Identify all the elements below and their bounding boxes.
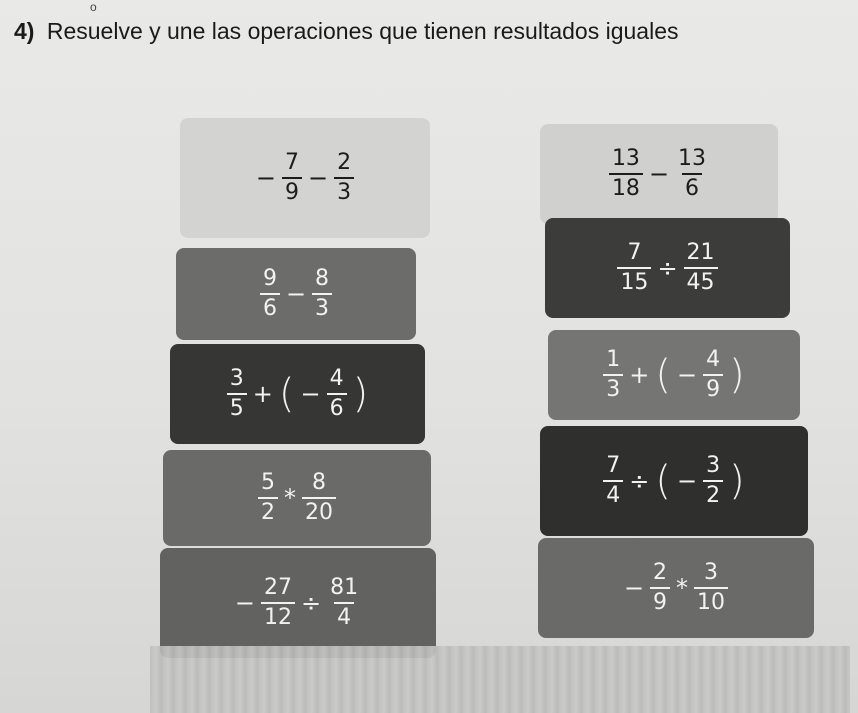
leading-sign: − [234, 589, 255, 617]
expression [624, 562, 728, 614]
exercise-heading [14, 18, 844, 45]
leading-sign: − [255, 164, 276, 192]
fraction-a: $\frac{2}{9}$ [650, 562, 670, 614]
operator: ÷ [629, 467, 650, 495]
exercise-number: 4) [14, 18, 35, 44]
operator: ÷ [657, 254, 678, 282]
left-card-3[interactable] [170, 344, 425, 444]
fraction-b: $\frac{4}{9}$ [703, 349, 723, 401]
operator: * [284, 484, 296, 512]
fraction-a: $\frac{13}{18}$ [609, 148, 643, 200]
left-card-5[interactable] [160, 548, 436, 658]
fraction-a: $\frac{5}{2}$ [258, 472, 278, 524]
left-card-2[interactable] [176, 248, 416, 340]
operator: * [676, 574, 689, 602]
fraction-b: $\frac{81}{4}$ [330, 575, 359, 630]
leading-sign: − [623, 574, 645, 602]
fraction-b: $\frac{8}{20}$ [302, 472, 336, 524]
operator: ÷ [301, 589, 322, 617]
expression [609, 148, 709, 200]
expression [256, 152, 354, 204]
operator: + [629, 361, 650, 389]
fraction-b: $\frac{3}{2}$ [703, 455, 723, 507]
fraction-a: $\frac{27}{12}$ [261, 577, 295, 629]
right-card-1[interactable] [540, 124, 778, 224]
close-paren: ) [729, 352, 745, 398]
fraction-b: $\frac{8}{3}$ [312, 268, 332, 320]
fraction-a: $\frac{7}{15}$ [617, 242, 651, 294]
close-paren: ) [352, 371, 369, 417]
fraction-a: $\frac{7}{4}$ [603, 455, 623, 507]
expression [258, 472, 336, 524]
open-paren: ( [278, 371, 295, 417]
expression [235, 577, 361, 629]
operator: − [285, 280, 307, 308]
fraction-b: $\frac{13}{6}$ [678, 146, 707, 201]
left-card-4[interactable] [163, 450, 431, 546]
operator: − [308, 164, 329, 192]
open-paren: ( [655, 352, 671, 398]
expression [603, 455, 744, 507]
open-paren: ( [655, 458, 671, 504]
right-card-2[interactable] [545, 218, 790, 318]
bottom-paper-strip [150, 646, 850, 713]
fraction-b: $\frac{21}{45}$ [684, 242, 718, 294]
right-card-3[interactable] [548, 330, 800, 420]
page-edge-mark: o [90, 0, 97, 14]
right-card-5[interactable] [538, 538, 814, 638]
inner-sign: − [300, 380, 321, 408]
expression [260, 268, 332, 320]
fraction-a: $\frac{7}{9}$ [282, 152, 302, 204]
close-paren: ) [729, 458, 745, 504]
operator: + [252, 380, 273, 408]
left-card-1[interactable] [180, 118, 430, 238]
fraction-a: $\frac{9}{6}$ [260, 268, 280, 320]
fraction-b: $\frac{4}{6}$ [327, 368, 347, 420]
exercise-instruction: Resuelve y une las operaciones que tienen resultados iguales [46, 18, 679, 44]
operator: − [648, 160, 670, 188]
fraction-b: $\frac{2}{3}$ [334, 152, 354, 204]
right-card-4[interactable] [540, 426, 808, 536]
fraction-a: $\frac{3}{5}$ [227, 368, 247, 420]
inner-sign: − [677, 361, 698, 389]
expression [603, 349, 744, 401]
expression [227, 368, 368, 420]
inner-sign: − [677, 467, 698, 495]
fraction-a: $\frac{1}{3}$ [603, 349, 623, 401]
fraction-b: $\frac{3}{10}$ [694, 562, 728, 614]
expression [617, 242, 717, 294]
